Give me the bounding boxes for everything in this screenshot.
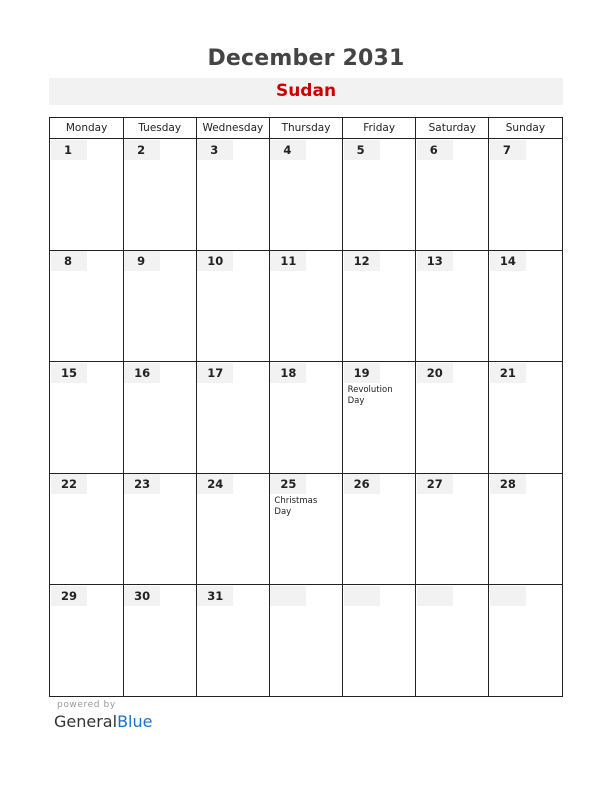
- day-cell[interactable]: [269, 250, 342, 361]
- day-cell[interactable]: [123, 250, 196, 361]
- day-number: 12: [344, 251, 380, 271]
- day-number: 6: [417, 140, 453, 160]
- holiday-label: Revolution Day: [347, 384, 393, 406]
- day-cell[interactable]: [416, 250, 489, 361]
- day-number: 16: [124, 363, 160, 383]
- day-number: 2: [124, 140, 160, 160]
- day-number: 13: [417, 251, 453, 271]
- day-cell[interactable]: [123, 139, 196, 250]
- day-cell[interactable]: [489, 250, 562, 361]
- day-cell[interactable]: [123, 473, 196, 584]
- brand-blue: Blue: [117, 712, 153, 731]
- day-cell[interactable]: [269, 139, 342, 250]
- day-number: 4: [270, 140, 306, 160]
- day-number: 25: [270, 474, 306, 494]
- day-number: 19: [344, 363, 380, 383]
- day-cell[interactable]: [269, 585, 342, 696]
- weekday-header: Friday: [343, 118, 416, 139]
- day-cell[interactable]: [343, 139, 416, 250]
- weekday-header: Monday: [50, 118, 123, 139]
- day-cell[interactable]: [123, 362, 196, 473]
- day-cell[interactable]: [343, 473, 416, 584]
- day-cell[interactable]: [50, 250, 123, 361]
- day-number: 10: [197, 251, 233, 271]
- day-number: [344, 586, 380, 606]
- day-number: 23: [124, 474, 160, 494]
- day-number: 11: [270, 251, 306, 271]
- day-cell[interactable]: [489, 473, 562, 584]
- day-cell[interactable]: [489, 585, 562, 696]
- day-number: 18: [270, 363, 306, 383]
- day-number: 22: [51, 474, 87, 494]
- weekday-header: Tuesday: [123, 118, 196, 139]
- country-banner: [49, 78, 563, 105]
- day-cell[interactable]: [416, 585, 489, 696]
- calendar-title: December 2031: [207, 46, 405, 71]
- day-number: 21: [490, 363, 526, 383]
- day-cell[interactable]: [50, 473, 123, 584]
- day-number: 5: [344, 140, 380, 160]
- day-number: [417, 586, 453, 606]
- day-cell[interactable]: [196, 362, 269, 473]
- day-number: 8: [51, 251, 87, 271]
- day-number: 30: [124, 586, 160, 606]
- day-cell[interactable]: [196, 139, 269, 250]
- day-number: 29: [51, 586, 87, 606]
- day-number: 28: [490, 474, 526, 494]
- day-number: 1: [51, 140, 87, 160]
- day-cell[interactable]: [196, 473, 269, 584]
- day-cell[interactable]: [343, 585, 416, 696]
- day-number: 3: [197, 140, 233, 160]
- day-cell[interactable]: [269, 362, 342, 473]
- day-cell[interactable]: [123, 585, 196, 696]
- day-cell[interactable]: [50, 362, 123, 473]
- day-number: 17: [197, 363, 233, 383]
- day-cell[interactable]: [343, 250, 416, 361]
- generalblue-logo[interactable]: [54, 712, 152, 731]
- powered-by-label: powered by: [57, 700, 116, 710]
- day-cell[interactable]: [50, 139, 123, 250]
- country-name: Sudan: [275, 81, 337, 101]
- day-cell[interactable]: [416, 139, 489, 250]
- weekday-header: Sunday: [489, 118, 562, 139]
- brand-general: General: [54, 712, 118, 731]
- day-number: 14: [490, 251, 526, 271]
- day-cell[interactable]: [416, 473, 489, 584]
- holiday-label: Christmas Day: [274, 496, 318, 518]
- day-number: 20: [417, 363, 453, 383]
- weekday-header: Thursday: [269, 118, 342, 139]
- day-cell[interactable]: [196, 585, 269, 696]
- day-cell[interactable]: [343, 362, 416, 473]
- calendar-grid: [49, 117, 563, 697]
- day-number: 15: [51, 363, 87, 383]
- day-number: [270, 586, 306, 606]
- day-number: 24: [197, 474, 233, 494]
- day-number: 26: [344, 474, 380, 494]
- day-cell[interactable]: [196, 250, 269, 361]
- day-number: [490, 586, 526, 606]
- day-cell[interactable]: [489, 139, 562, 250]
- day-number: 7: [490, 140, 526, 160]
- day-number: 9: [124, 251, 160, 271]
- day-cell[interactable]: [50, 585, 123, 696]
- day-cell[interactable]: [416, 362, 489, 473]
- day-number: 27: [417, 474, 453, 494]
- day-number: 31: [197, 586, 233, 606]
- day-cell[interactable]: [489, 362, 562, 473]
- day-cell[interactable]: [269, 473, 342, 584]
- weekday-header: Wednesday: [196, 118, 269, 139]
- weekday-header: Saturday: [416, 118, 489, 139]
